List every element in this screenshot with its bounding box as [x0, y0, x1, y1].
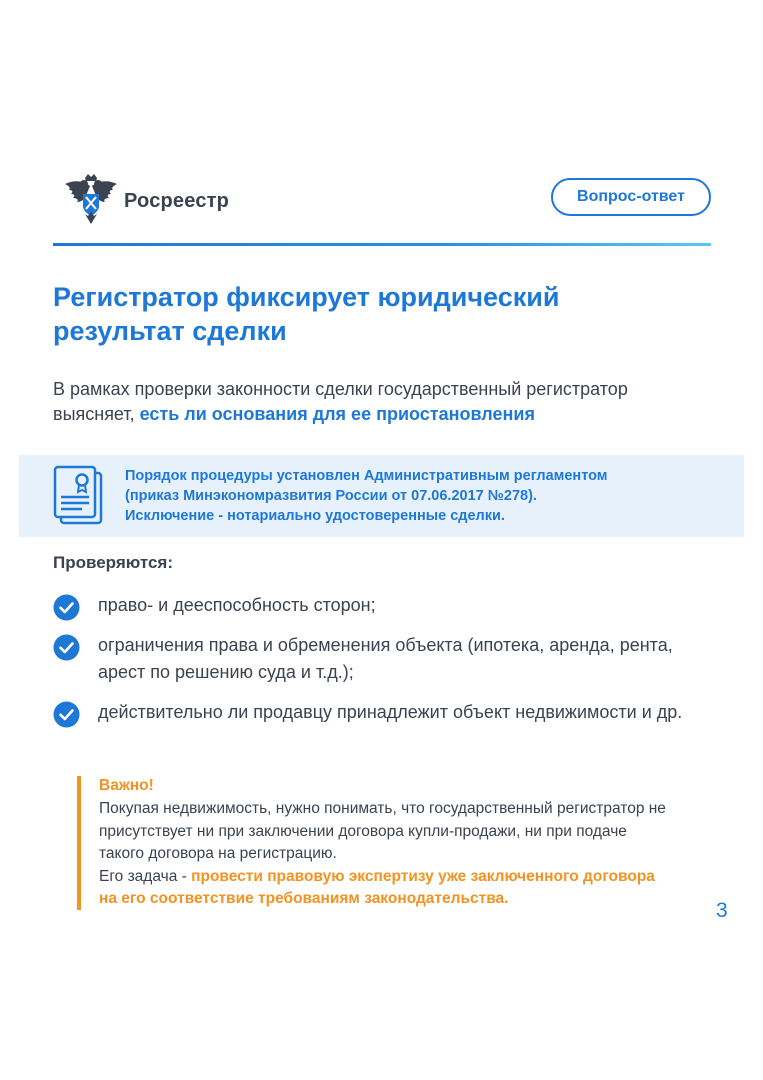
info-line-2: (приказ Минэкономразвития России от 07.06.2017 №278).: [125, 488, 537, 504]
info-box: [19, 455, 744, 537]
check-item-text: ограничения права и обременения объекта (ипотека, аренда, рента, арест по решению суда и т.д.);: [98, 635, 673, 682]
checks-heading: Проверяются:: [53, 553, 173, 572]
header: [53, 168, 711, 228]
checkmark-circle-icon: [53, 594, 80, 621]
title-line-1: Регистратор фиксирует юридический: [53, 282, 560, 312]
info-text: [125, 466, 725, 526]
title-line-2: результат сделки: [53, 316, 287, 346]
important-note: [77, 776, 677, 910]
lead-paragraph: [53, 377, 713, 427]
rosreestr-eagle-logo: [63, 172, 119, 226]
lead-highlight: есть ли основания для ее приостановления: [139, 404, 535, 424]
note-body-text: Покупая недвижимость, нужно понимать, что государственный регистратор не присутствует ни при заключении договора купли-продажи, ни при подаче такого договора на регистрацию.: [99, 800, 666, 862]
document-certificate-icon: [52, 465, 110, 525]
note-task-prefix: Его задача -: [99, 867, 192, 885]
note-task-highlight: провести правовую экспертизу уже заключенного договора на его соответствие требованиям законодательства.: [99, 867, 655, 907]
page-number: 3: [716, 899, 728, 922]
page-title: [53, 280, 693, 348]
header-divider: [53, 243, 711, 246]
checkmark-circle-icon: [53, 701, 80, 728]
info-line-1: Порядок процедуры установлен Административным регламентом: [125, 468, 608, 484]
qa-button[interactable]: Вопрос-ответ: [551, 178, 711, 216]
brand-name: Росреестр: [124, 190, 230, 212]
check-item-text: действительно ли продавцу принадлежит объект недвижимости и др.: [98, 702, 683, 722]
note-heading: Важно!: [99, 777, 154, 794]
lead-text: В рамках проверки законности сделки государственный регистратор выясняет,: [53, 379, 628, 424]
checkmark-circle-icon: [53, 634, 80, 661]
info-line-3: Исключение - нотариально удостоверенные сделки.: [125, 508, 505, 524]
check-item-text: право- и дееспособность сторон;: [98, 595, 376, 615]
note-body: [99, 798, 674, 911]
